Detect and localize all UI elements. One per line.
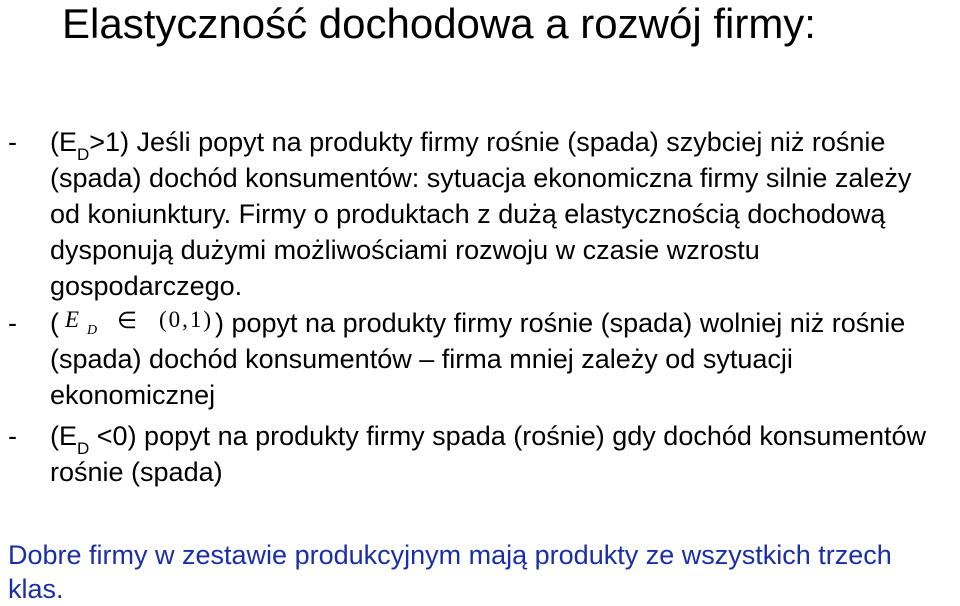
formula-subscript: D — [87, 323, 98, 338]
bullet-text — [50, 305, 945, 413]
bullet-prefix: (E — [50, 421, 77, 451]
bullet-text — [50, 418, 945, 490]
bullet-dash: - — [8, 421, 17, 451]
bullet-inferior-goods — [0, 418, 960, 490]
subscript-d: D — [77, 145, 90, 164]
slide-title: Elastyczność dochodowa a rozwój firmy: — [62, 0, 816, 47]
bullet-dash: - — [8, 127, 17, 157]
bullet-body: ) popyt na produkty firmy rośnie (spada) wolniej niż rośnie (spada) dochód konsumentów – firma mniej zależy od sytuacji ekonomicznej — [50, 308, 906, 410]
bullet-body: <0) popyt na produkty firmy spada (rośnie) gdy dochód konsumentów rośnie (spada) — [50, 421, 926, 487]
bullet-elastic-goods — [0, 124, 960, 304]
bullet-dash: - — [8, 308, 17, 338]
formula-interval: (0,1) — [159, 307, 214, 332]
subscript-d: D — [77, 439, 90, 458]
bullet-prefix: (E — [50, 127, 77, 157]
formula-symbol: E — [65, 307, 80, 332]
bullet-prefix: ( — [50, 308, 59, 338]
element-of-symbol: ∈ — [117, 308, 138, 333]
summary-note: Dobre firmy w zestawie produkcyjnym mają produkty ze wszystkich trzech klas. — [8, 540, 892, 604]
bullet-text — [50, 124, 945, 304]
elasticity-formula — [59, 307, 215, 338]
bullet-normal-goods — [0, 305, 960, 413]
bullet-body: >1) Jeśli popyt na produkty firmy rośnie (spada) szybciej niż rośnie (spada) dochód konsumentów: sytuacja ekonomiczna firmy silnie zależy od koniunktury. Firmy o produktach z dużą elastycznością dochodową dysponują dużymi możliwościami rozwoju w czasie wzrostu gospodarczego. — [50, 127, 912, 301]
